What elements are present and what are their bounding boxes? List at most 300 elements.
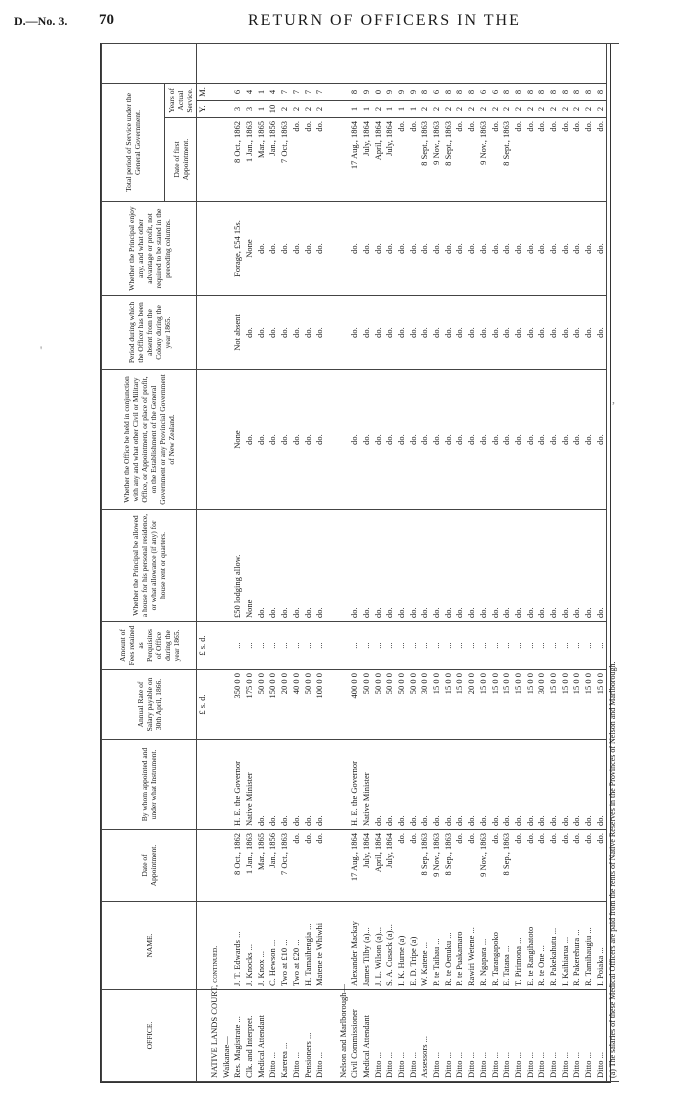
cell-other: do. <box>349 370 361 510</box>
cell-adv: None <box>244 202 256 296</box>
cell-date: do. <box>524 830 536 902</box>
cell-y: 2 <box>291 101 303 118</box>
salary-units: £ s. d. <box>197 670 209 740</box>
cell-fees: ... <box>431 622 443 670</box>
cell-other: do. <box>314 370 326 510</box>
cell-salary: 15 0 0 <box>548 670 560 740</box>
table-row <box>314 43 326 1081</box>
cell-date: 17 Aug., 1864 <box>349 830 361 902</box>
cell-date: do. <box>314 830 326 902</box>
cell-y: 1 <box>384 101 396 118</box>
cell-y: 1 <box>407 101 419 118</box>
cell-fees: ... <box>314 622 326 670</box>
cell-adv: do. <box>442 202 454 296</box>
cell-first: July, 1864 <box>384 118 396 202</box>
cell-m: 7 <box>314 83 326 100</box>
cell-salary: 30 0 0 <box>536 670 548 740</box>
cell-name: Matene te Whiwhi <box>314 902 326 990</box>
cell-fees: ... <box>489 622 501 670</box>
cell-date: 8 Sep., 1863 <box>501 830 513 902</box>
cell-m: 9 <box>407 83 419 100</box>
cell-office: Ditto ... <box>431 990 443 1082</box>
cell-y: 2 <box>489 101 501 118</box>
cell-fees: ... <box>279 622 291 670</box>
cell-by: do. <box>372 740 384 830</box>
cell-house: do. <box>431 510 443 622</box>
cell-name: C. Hewson ... <box>267 902 279 990</box>
cell-salary: 50 0 0 <box>384 670 396 740</box>
cell-by: do. <box>431 740 443 830</box>
cell-absent: do. <box>349 296 361 370</box>
cell-date: 7 Oct., 1863 <box>279 830 291 902</box>
cell-adv: do. <box>279 202 291 296</box>
cell-by: do. <box>466 740 478 830</box>
cell-fees: ... <box>559 622 571 670</box>
cell-other: do. <box>431 370 443 510</box>
col-header-service-group: Total period of Service under the General Government. <box>102 83 165 201</box>
cell-office: Ditto ... <box>384 990 396 1082</box>
cell-m: 8 <box>594 83 606 100</box>
cell-absent: do. <box>255 296 267 370</box>
table-row <box>548 43 560 1081</box>
cell-salary: 15 0 0 <box>478 670 490 740</box>
cell-first: 8 Sept., 1863 <box>419 118 431 202</box>
cell-fees: ... <box>478 622 490 670</box>
cell-first: 8 Sept., 1863 <box>501 118 513 202</box>
cell-y: 2 <box>314 101 326 118</box>
cell-y: 10 <box>267 101 279 118</box>
cell-adv: do. <box>524 202 536 296</box>
cell-office: Karerea ... <box>279 990 291 1082</box>
cell-name: R. Tarangapoko <box>489 902 501 990</box>
cell-by: do. <box>548 740 560 830</box>
cell-m: 8 <box>536 83 548 100</box>
cell-y: 3 <box>244 101 256 118</box>
cell-house: do. <box>372 510 384 622</box>
cell-name: E. te Rangihatoto <box>524 902 536 990</box>
cell-name: H. Tamaihengia ... <box>302 902 314 990</box>
cell-fees: ... <box>442 622 454 670</box>
cell-office: Ditto ... <box>291 990 303 1082</box>
cell-absent: do. <box>501 296 513 370</box>
cell-by: do. <box>442 740 454 830</box>
cell-y: 2 <box>279 101 291 118</box>
cell-salary: 20 0 0 <box>279 670 291 740</box>
cell-other: do. <box>396 370 408 510</box>
cell-absent: do. <box>244 296 256 370</box>
col-header-other-office: Whether the Office be held in conjunction with any and what other Civil or Military Office, or Appointment, or place of profit, on the Establishment of the General Government or any Provincial Government of New Zealand. <box>102 370 197 510</box>
cell-house: do. <box>407 510 419 622</box>
cell-salary: 175 0 0 <box>244 670 256 740</box>
cell-y: 2 <box>302 101 314 118</box>
cell-adv: do. <box>454 202 466 296</box>
cell-office: Ditto ... <box>513 990 525 1082</box>
cell-by: do. <box>255 740 267 830</box>
cell-adv: do. <box>513 202 525 296</box>
cell-fees: ... <box>524 622 536 670</box>
cell-by: Native Minister <box>244 740 256 830</box>
cell-m: 8 <box>513 83 525 100</box>
cell-office: Ditto ... <box>536 990 548 1082</box>
cell-y: 2 <box>583 101 595 118</box>
cell-date: July, 1864 <box>384 830 396 902</box>
cell-m: 1 <box>255 83 267 100</box>
cell-adv: do. <box>536 202 548 296</box>
cell-date: do. <box>302 830 314 902</box>
cell-house: do. <box>255 510 267 622</box>
cell-m: 0 <box>372 83 384 100</box>
cell-m: 8 <box>466 83 478 100</box>
cell-by: do. <box>454 740 466 830</box>
cell-name: I. Kaihiarua ... <box>559 902 571 990</box>
table-row <box>571 43 583 1081</box>
cell-name: R. Tamihaugiu ... <box>583 902 595 990</box>
col-header-advantage: Whether the Principal enjoy any, and what other advantage or profit, not required to be stated in the preceding columns. <box>102 202 197 296</box>
cell-other: do. <box>291 370 303 510</box>
cell-house: do. <box>396 510 408 622</box>
cell-by: do. <box>314 740 326 830</box>
cell-name: J. T. Edwards ... <box>232 902 244 990</box>
cell-first: do. <box>407 118 419 202</box>
cell-salary: 15 0 0 <box>489 670 501 740</box>
cell-fees: ... <box>594 622 606 670</box>
officers-return-table <box>101 43 619 1082</box>
cell-first: do. <box>291 118 303 202</box>
cell-y: 2 <box>594 101 606 118</box>
cell-date: do. <box>513 830 525 902</box>
cell-office: Ditto ... <box>372 990 384 1082</box>
stray-mark: , <box>612 392 615 406</box>
cell-date: do. <box>407 830 419 902</box>
cell-date: Jan., 1856 <box>267 830 279 902</box>
cell-salary: 50 0 0 <box>407 670 419 740</box>
table-row <box>396 43 408 1081</box>
units-row <box>197 43 209 1081</box>
cell-first: do. <box>466 118 478 202</box>
cell-by: do. <box>513 740 525 830</box>
cell-adv: do. <box>384 202 396 296</box>
cell-y: 1 <box>255 101 267 118</box>
table-row <box>594 43 606 1081</box>
table-row <box>442 43 454 1081</box>
cell-absent: do. <box>372 296 384 370</box>
cell-first: 1 Jan., 1863 <box>244 118 256 202</box>
cell-by: H. E. the Governor <box>232 740 244 830</box>
cell-other: do. <box>442 370 454 510</box>
cell-office: Pensioners ... <box>302 990 314 1082</box>
cell-by: do. <box>419 740 431 830</box>
cell-y: 2 <box>513 101 525 118</box>
cell-fees: ... <box>396 622 408 670</box>
cell-absent: do. <box>466 296 478 370</box>
table-row <box>524 43 536 1081</box>
cell-fees: ... <box>291 622 303 670</box>
cell-office: Civil Commissioner <box>349 990 361 1082</box>
group-separator <box>326 43 338 1081</box>
cell-house: do. <box>442 510 454 622</box>
cell-first: do. <box>314 118 326 202</box>
cell-absent: do. <box>571 296 583 370</box>
cell-y: 1 <box>396 101 408 118</box>
cell-first: do. <box>594 118 606 202</box>
col-header-fees: Amount of Fees retained as Perquisites of Office during the year 1865. <box>102 622 197 670</box>
cell-date: 9 Nov., 1863 <box>431 830 443 902</box>
cell-name: J. L. Wilson (a)... <box>372 902 384 990</box>
table-row <box>244 43 256 1081</box>
cell-absent: do. <box>267 296 279 370</box>
cell-absent: do. <box>478 296 490 370</box>
cell-adv: do. <box>559 202 571 296</box>
cell-salary: 15 0 0 <box>442 670 454 740</box>
cell-adv: do. <box>291 202 303 296</box>
cell-y: 2 <box>419 101 431 118</box>
cell-fees: ... <box>454 622 466 670</box>
cell-absent: do. <box>396 296 408 370</box>
table-row <box>454 43 466 1081</box>
cell-salary: 50 0 0 <box>372 670 384 740</box>
cell-house: do. <box>419 510 431 622</box>
cell-other: do. <box>489 370 501 510</box>
cell-y: 2 <box>431 101 443 118</box>
cell-house: do. <box>478 510 490 622</box>
cell-first: do. <box>571 118 583 202</box>
cell-salary: 150 0 0 <box>267 670 279 740</box>
cell-adv: do. <box>594 202 606 296</box>
cell-y: 1 <box>349 101 361 118</box>
cell-house: None <box>244 510 256 622</box>
cell-m: 8 <box>571 83 583 100</box>
cell-date: do. <box>536 830 548 902</box>
cell-other: do. <box>548 370 560 510</box>
cell-date: do. <box>489 830 501 902</box>
cell-absent: do. <box>384 296 396 370</box>
cell-by: Native Minister <box>361 740 373 830</box>
cell-name: P. te Puakamaro <box>454 902 466 990</box>
cell-other: do. <box>372 370 384 510</box>
cell-m: 4 <box>267 83 279 100</box>
spare-column <box>102 43 197 83</box>
cell-other: do. <box>583 370 595 510</box>
cell-m: 8 <box>419 83 431 100</box>
cell-office: Ditto ... <box>407 990 419 1082</box>
cell-absent: do. <box>314 296 326 370</box>
cell-m: 8 <box>583 83 595 100</box>
cell-adv: do. <box>501 202 513 296</box>
cell-first: do. <box>583 118 595 202</box>
cell-adv: do. <box>255 202 267 296</box>
cell-adv: do. <box>583 202 595 296</box>
cell-by: do. <box>559 740 571 830</box>
cell-salary: 15 0 0 <box>501 670 513 740</box>
cell-y: 2 <box>501 101 513 118</box>
cell-other: do. <box>419 370 431 510</box>
page-number: 70 <box>99 12 114 28</box>
cell-other: do. <box>244 370 256 510</box>
cell-other: do. <box>267 370 279 510</box>
cell-y: 3 <box>232 101 244 118</box>
table-row <box>513 43 525 1081</box>
cell-m: 8 <box>548 83 560 100</box>
table-row <box>361 43 373 1081</box>
cell-office: Ditto ... <box>594 990 606 1082</box>
cell-other: do. <box>513 370 525 510</box>
table-row <box>384 43 396 1081</box>
group-heading-row <box>337 43 349 1081</box>
cell-adv: do. <box>489 202 501 296</box>
cell-fees: ... <box>302 622 314 670</box>
cell-other: do. <box>524 370 536 510</box>
cell-m: 8 <box>559 83 571 100</box>
cell-adv: do. <box>466 202 478 296</box>
cell-m: 8 <box>442 83 454 100</box>
cell-by: do. <box>407 740 419 830</box>
cell-date: do. <box>559 830 571 902</box>
table-row <box>279 43 291 1081</box>
group-heading-row <box>209 43 221 1081</box>
cell-absent: do. <box>454 296 466 370</box>
table-row <box>478 43 490 1081</box>
cell-office: Ditto ... <box>396 990 408 1082</box>
cell-y: 2 <box>559 101 571 118</box>
cell-by: do. <box>501 740 513 830</box>
cell-adv: do. <box>396 202 408 296</box>
cell-m: 8 <box>501 83 513 100</box>
cell-absent: do. <box>431 296 443 370</box>
cell-absent: do. <box>361 296 373 370</box>
cell-m: 6 <box>489 83 501 100</box>
cell-date: 9 Nov., 1863 <box>478 830 490 902</box>
cell-fees: ... <box>466 622 478 670</box>
footnote-row <box>607 43 619 1081</box>
table-row <box>302 43 314 1081</box>
table-row <box>267 43 279 1081</box>
table-row <box>501 43 513 1081</box>
cell-absent: do. <box>594 296 606 370</box>
fees-units: £ s. d. <box>197 622 209 670</box>
cell-fees: ... <box>361 622 373 670</box>
cell-office: Clk. and Interpret. <box>244 990 256 1082</box>
cell-other: do. <box>454 370 466 510</box>
group-heading: Waikanae— <box>220 990 232 1082</box>
cell-office: Ditto ... <box>501 990 513 1082</box>
col-header-name: NAME. <box>102 902 197 990</box>
footnote: (a) The salaries of these Medical Officers are paid from the rents of Native Reserves in the Provinces of Nelson and Marlborough. <box>607 43 619 1081</box>
cell-salary: 20 0 0 <box>466 670 478 740</box>
cell-adv: do. <box>419 202 431 296</box>
cell-fees: ... <box>501 622 513 670</box>
cell-other: do. <box>571 370 583 510</box>
cell-adv: do. <box>407 202 419 296</box>
cell-by: H. E. the Governor <box>349 740 361 830</box>
cell-salary: 15 0 0 <box>559 670 571 740</box>
cell-first: do. <box>396 118 408 202</box>
cell-salary: 40 0 0 <box>291 670 303 740</box>
cell-house: do. <box>291 510 303 622</box>
cell-date: do. <box>396 830 408 902</box>
cell-salary: 350 0 0 <box>232 670 244 740</box>
cell-other: do. <box>478 370 490 510</box>
cell-fees: ... <box>583 622 595 670</box>
cell-house: do. <box>594 510 606 622</box>
col-header-salary: Annual Rate of Salary payable on 30th April, 1866. <box>102 670 197 740</box>
cell-by: do. <box>279 740 291 830</box>
cell-other: do. <box>466 370 478 510</box>
cell-other: do. <box>594 370 606 510</box>
cell-salary: 100 0 0 <box>314 670 326 740</box>
col-header-first-appointment: Date of first Appointment. <box>165 118 197 202</box>
cell-adv: do. <box>349 202 361 296</box>
cell-other: do. <box>501 370 513 510</box>
cell-date: do. <box>583 830 595 902</box>
cell-other: do. <box>559 370 571 510</box>
cell-absent: do. <box>407 296 419 370</box>
cell-m: 9 <box>361 83 373 100</box>
cell-office: Ditto ... <box>454 990 466 1082</box>
cell-house: do. <box>302 510 314 622</box>
cell-fees: ... <box>384 622 396 670</box>
cell-absent: do. <box>419 296 431 370</box>
cell-date: 8 Sep., 1863 <box>442 830 454 902</box>
cell-salary: 30 0 0 <box>419 670 431 740</box>
cell-fees: ... <box>548 622 560 670</box>
cell-absent: do. <box>524 296 536 370</box>
cell-fees: ... <box>349 622 361 670</box>
cell-first: Jan., 1856 <box>267 118 279 202</box>
cell-other: do. <box>361 370 373 510</box>
cell-m: 6 <box>232 83 244 100</box>
group-heading-row <box>220 43 232 1081</box>
cell-first: July, 1864 <box>361 118 373 202</box>
col-header-date: Date of Appointment. <box>102 830 197 902</box>
cell-name: R. te Oenuku ... <box>442 902 454 990</box>
group-heading: Nelson and Marlborough— <box>337 990 349 1082</box>
cell-salary: 15 0 0 <box>524 670 536 740</box>
cell-fees: ... <box>244 622 256 670</box>
cell-name: E. Tatana ... <box>501 902 513 990</box>
stray-mark: ' <box>40 343 43 357</box>
cell-by: do. <box>594 740 606 830</box>
table-row <box>372 43 384 1081</box>
cell-date: 1 Jan., 1863 <box>244 830 256 902</box>
cell-adv: do. <box>361 202 373 296</box>
cell-first: do. <box>302 118 314 202</box>
cell-by: do. <box>384 740 396 830</box>
cell-other: do. <box>279 370 291 510</box>
cell-office: Ditto ... <box>524 990 536 1082</box>
cell-date: do. <box>594 830 606 902</box>
cell-fees: ... <box>536 622 548 670</box>
cell-adv: do. <box>571 202 583 296</box>
cell-absent: do. <box>513 296 525 370</box>
cell-name: R. Pakerehura ... <box>571 902 583 990</box>
cell-m: 7 <box>279 83 291 100</box>
cell-adv: do. <box>431 202 443 296</box>
cell-by: do. <box>489 740 501 830</box>
cell-absent: do. <box>302 296 314 370</box>
cell-office: Ditto ... <box>267 990 279 1082</box>
years-unit: Y. <box>197 101 209 118</box>
cell-m: 7 <box>291 83 303 100</box>
cell-date: do. <box>291 830 303 902</box>
cell-house: do. <box>513 510 525 622</box>
cell-office: Ditto ... <box>583 990 595 1082</box>
cell-fees: ... <box>372 622 384 670</box>
cell-by: do. <box>536 740 548 830</box>
cell-first: do. <box>454 118 466 202</box>
cell-name: E. D. Tripe (a) <box>407 902 419 990</box>
cell-by: do. <box>396 740 408 830</box>
cell-y: 2 <box>442 101 454 118</box>
